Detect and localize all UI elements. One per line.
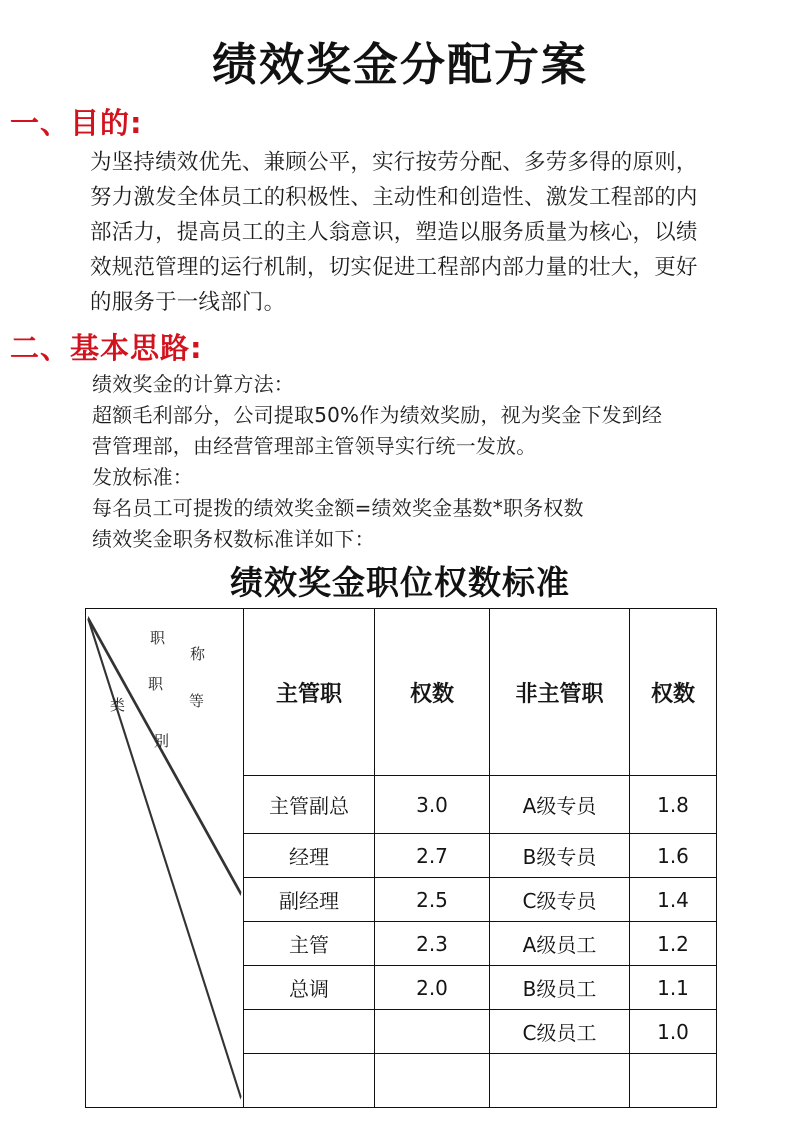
section-heading-basic-approach: 二、基本思路:	[10, 331, 203, 366]
diagonal-corner-header-cell	[86, 609, 244, 1108]
cell-non-supervisor-weight: 1.4	[630, 878, 717, 922]
body-line: 绩效奖金的计算方法：	[92, 371, 294, 396]
cell-supervisor-weight: 2.3	[375, 922, 490, 966]
body-line: 超额毛利部分，公司提取50%作为绩效奖励，视为奖金下发到经	[92, 402, 663, 427]
corner-label-zhi-2: 职	[148, 675, 164, 694]
position-weight-table	[85, 608, 717, 1108]
cell-non-supervisor-title: B级员工	[490, 966, 630, 1010]
diagonal-lines-icon	[86, 609, 243, 1107]
cell-non-supervisor-title: C级员工	[490, 1010, 630, 1054]
column-header-non-supervisor-title: 非主管职	[490, 609, 630, 776]
corner-label-cheng: 称	[190, 645, 206, 664]
body-line: 营管理部，由经营管理部主管领导实行统一发放。	[92, 433, 537, 458]
cell-supervisor-weight	[375, 1054, 490, 1108]
cell-supervisor-title: 副经理	[244, 878, 375, 922]
cell-supervisor-weight: 2.0	[375, 966, 490, 1010]
corner-label-deng: 等	[189, 692, 205, 711]
corner-label-lei: 类	[110, 696, 126, 715]
cell-supervisor-weight: 2.7	[375, 834, 490, 878]
cell-non-supervisor-weight: 1.1	[630, 966, 717, 1010]
section-heading-purpose: 一、目的:	[10, 106, 143, 141]
cell-supervisor-weight: 2.5	[375, 878, 490, 922]
cell-non-supervisor-weight: 1.8	[630, 776, 717, 834]
table-header-row	[86, 609, 717, 776]
cell-supervisor-weight: 3.0	[375, 776, 490, 834]
cell-supervisor-title: 总调	[244, 966, 375, 1010]
cell-supervisor-title: 经理	[244, 834, 375, 878]
cell-non-supervisor-title	[490, 1054, 630, 1108]
cell-supervisor-weight	[375, 1010, 490, 1054]
corner-label-zhi-1: 职	[150, 629, 166, 648]
cell-non-supervisor-title: B级专员	[490, 834, 630, 878]
cell-non-supervisor-weight: 1.2	[630, 922, 717, 966]
weight-table-wrapper	[0, 608, 800, 1108]
body-line: 的服务于一线部门。	[90, 290, 286, 316]
cell-non-supervisor-title: A级专员	[490, 776, 630, 834]
column-header-supervisor-weight: 权数	[375, 609, 490, 776]
column-header-non-supervisor-weight: 权数	[630, 609, 717, 776]
section-body-purpose	[0, 145, 800, 320]
corner-label-bie: 别	[154, 732, 170, 751]
body-line: 部活力，提高员工的主人翁意识，塑造以服务质量为核心，以绩	[90, 220, 698, 246]
page-title: 绩效奖金分配方案	[211, 38, 588, 91]
cell-supervisor-title	[244, 1054, 375, 1108]
cell-non-supervisor-weight: 1.6	[630, 834, 717, 878]
body-line: 努力激发全体员工的积极性、主动性和创造性、激发工程部的内	[90, 185, 698, 211]
cell-supervisor-title: 主管	[244, 922, 375, 966]
cell-supervisor-title	[244, 1010, 375, 1054]
cell-non-supervisor-weight	[630, 1054, 717, 1108]
body-line: 效规范管理的运行机制，切实促进工程部内部力量的壮大，更好	[90, 255, 698, 281]
body-line: 绩效奖金职务权数标准详如下：	[92, 526, 375, 551]
column-header-supervisor-title: 主管职	[244, 609, 375, 776]
cell-supervisor-title: 主管副总	[244, 776, 375, 834]
body-line: 为坚持绩效优先、兼顾公平，实行按劳分配、多劳多得的原则，	[90, 150, 698, 176]
body-line: 发放标准：	[92, 464, 193, 489]
body-line: 每名员工可提拨的绩效奖金额=绩效奖金基数*职务权数	[92, 495, 584, 520]
section-body-basic-approach	[0, 369, 800, 555]
cell-non-supervisor-weight: 1.0	[630, 1010, 717, 1054]
cell-non-supervisor-title: C级专员	[490, 878, 630, 922]
table-title: 绩效奖金职位权数标准	[230, 562, 570, 602]
cell-non-supervisor-title: A级员工	[490, 922, 630, 966]
